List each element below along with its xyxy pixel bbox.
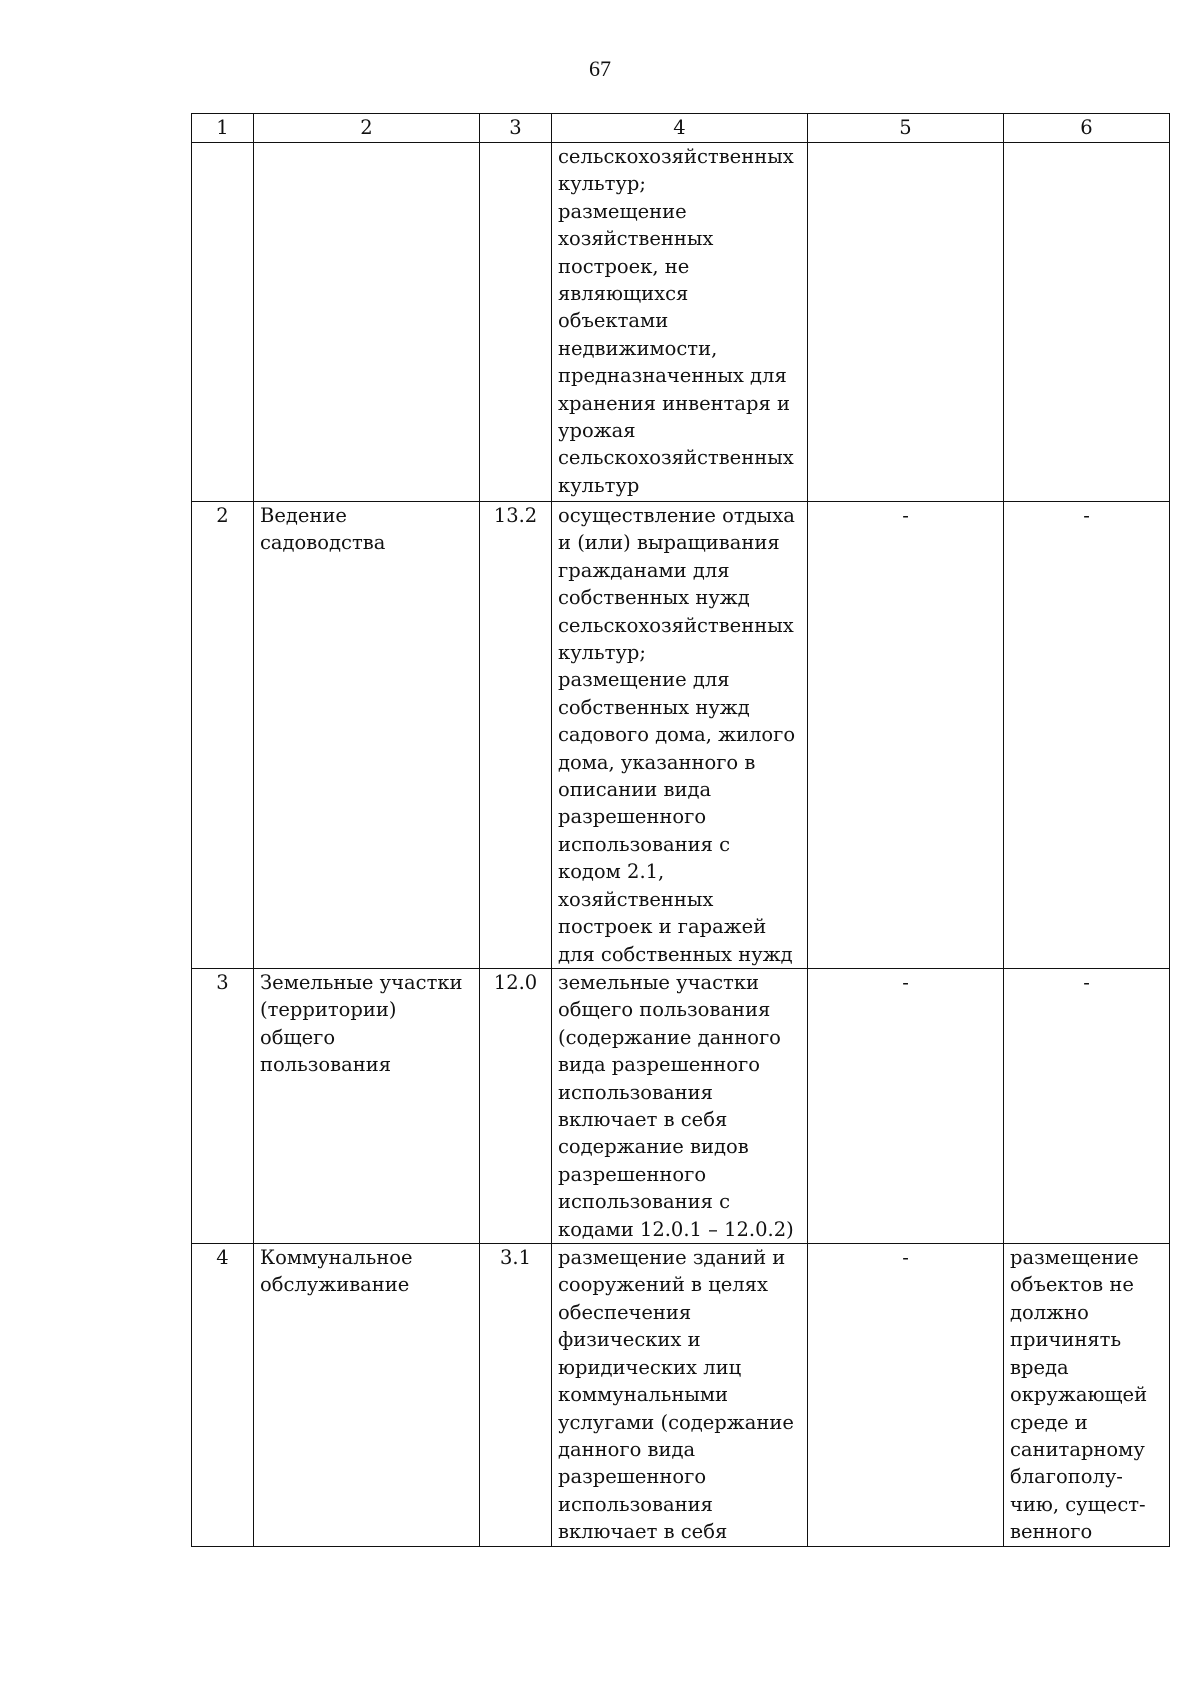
- use-type-code: 13.2: [480, 502, 552, 969]
- column-5-value: -: [808, 1244, 1004, 1546]
- use-type-code: 12.0: [480, 969, 552, 1244]
- header-col-6: 6: [1004, 114, 1170, 143]
- use-type-description: осуществление отдыха и (или) выращивания гражданами для собственных нужд сельскохозяйственных культур; размещение для собственных нужд садового дома, жилого дома, указанного в описании вида разрешенного использования с кодом 2.1, хозяйственных построек и гаражей для собственных нужд: [552, 502, 808, 969]
- row-number: 3: [192, 969, 254, 1244]
- use-type-name: Земельные участки (территории) общего пользования: [254, 969, 480, 1244]
- column-6-value: -: [1004, 502, 1170, 969]
- use-type-name: Ведение садоводства: [254, 502, 480, 969]
- column-5-value: [808, 143, 1004, 502]
- table-row: [192, 143, 1170, 502]
- column-5-value: -: [808, 969, 1004, 1244]
- table-row: [192, 1244, 1170, 1546]
- header-col-4: 4: [552, 114, 808, 143]
- header-col-2: 2: [254, 114, 480, 143]
- column-6-value: размещение объектов не должно причинять вреда окружающей среде и санитарному благополу- чию, сущест- венного: [1004, 1244, 1170, 1546]
- column-6-value: -: [1004, 969, 1170, 1244]
- land-use-table: [191, 113, 1170, 1547]
- table-row: [192, 969, 1170, 1244]
- table-header-row: [192, 114, 1170, 143]
- use-type-description: земельные участки общего пользования (содержание данного вида разрешенного использования включает в себя содержание видов разрешенного использования с кодами 12.0.1 – 12.0.2): [552, 969, 808, 1244]
- row-number: [192, 143, 254, 502]
- use-type-code: [480, 143, 552, 502]
- row-number: 2: [192, 502, 254, 969]
- table-row: [192, 502, 1170, 969]
- column-5-value: -: [808, 502, 1004, 969]
- use-type-name: Коммунальное обслуживание: [254, 1244, 480, 1546]
- row-number: 4: [192, 1244, 254, 1546]
- page-number: 67: [589, 56, 611, 81]
- header-col-5: 5: [808, 114, 1004, 143]
- use-type-code: 3.1: [480, 1244, 552, 1546]
- use-type-description: сельскохозяйственных культур; размещение хозяйственных построек, не являющихся объектами недвижимости, предназначенных для хранения инвентаря и урожая сельскохозяйственных культур: [552, 143, 808, 502]
- column-6-value: [1004, 143, 1170, 502]
- use-type-description: размещение зданий и сооружений в целях обеспечения физических и юридических лиц коммунальными услугами (содержание данного вида разрешенного использования включает в себя: [552, 1244, 808, 1546]
- header-col-3: 3: [480, 114, 552, 143]
- use-type-name: [254, 143, 480, 502]
- header-col-1: 1: [192, 114, 254, 143]
